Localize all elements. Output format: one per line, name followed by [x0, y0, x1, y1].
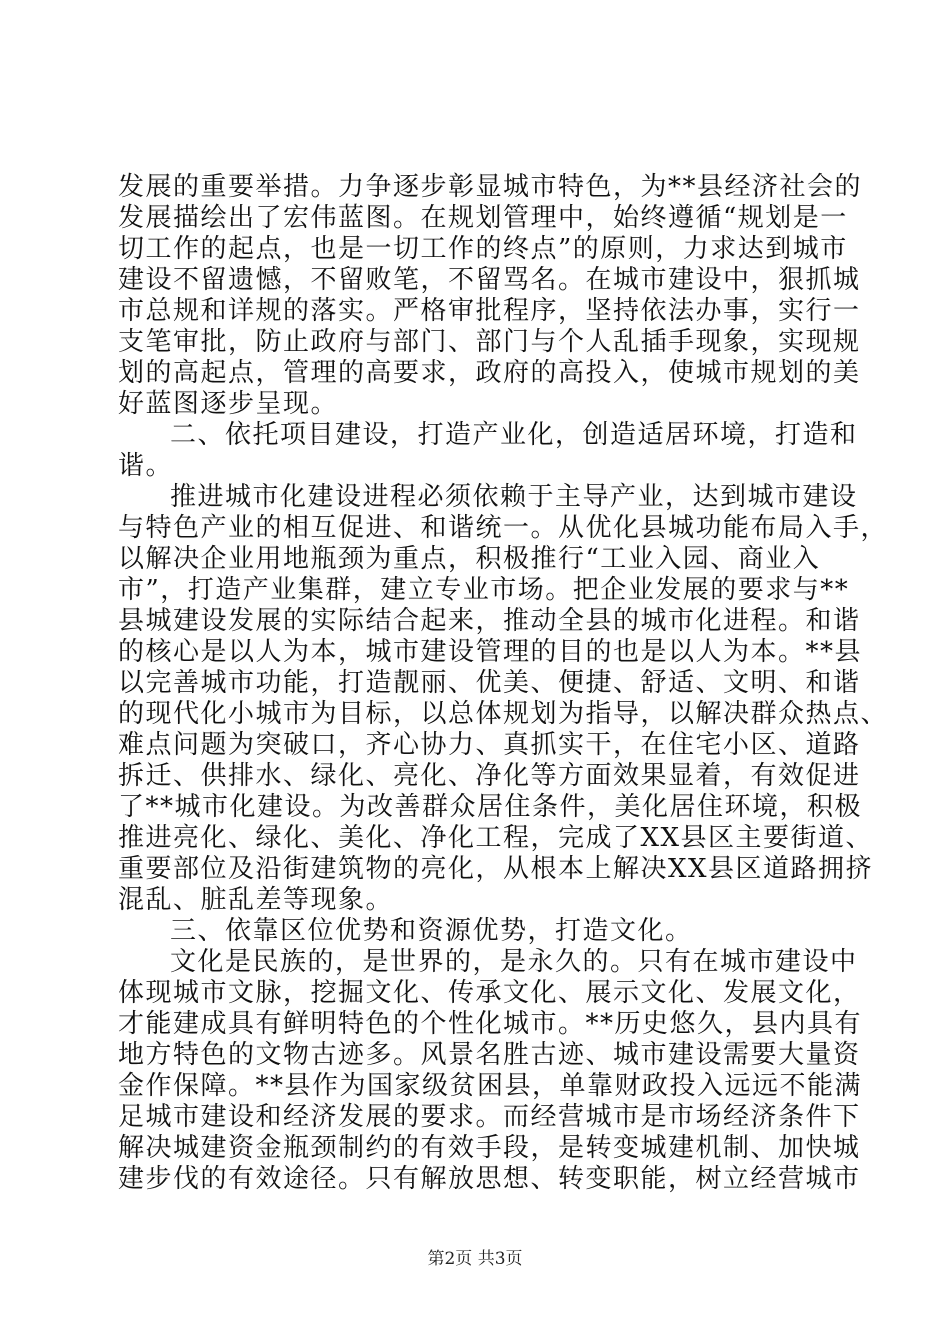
text-line: 才能建成具有鲜明特色的个性化城市。**历史悠久，县内具有 [118, 1009, 863, 1039]
text-line: 推进亮化、绿化、美化、净化工程，完成了XX县区主要街道、 [118, 823, 874, 853]
text-line: 混乱、脏乱差等现象。 [118, 885, 394, 915]
text-line: 足城市建设和经济发展的要求。而经营城市是市场经济条件下 [118, 1102, 861, 1132]
text-line: 好蓝图逐步呈现。 [118, 389, 339, 419]
paragraph-start: 文化是民族的，是世界的，是永久的。只有在城市建设中 [170, 947, 858, 977]
text-line: 地方特色的文物古迹多。风景名胜古迹、城市建设需要大量资 [118, 1040, 861, 1070]
text-line: 难点问题为突破口，齐心协力、真抓实干，在住宅小区、道路 [118, 730, 861, 760]
text-line: 建步伐的有效途径。只有解放思想、转变职能，树立经营城市 [118, 1164, 861, 1194]
text-line: 谐。 [118, 451, 174, 481]
text-line: 支笔审批，防止政府与部门、部门与个人乱插手现象，实现规 [118, 327, 861, 357]
text-line: 建设不留遗憾，不留败笔，不留骂名。在城市建设中，狠抓城 [118, 265, 861, 295]
page-number-label: 第2页 共3页 [427, 1249, 523, 1269]
text-line: 切工作的起点，也是一切工作的终点”的原则，力求达到城市 [118, 234, 848, 264]
text-line: 金作保障。**县作为国家级贫困县，单靠财政投入远远不能满 [118, 1071, 863, 1101]
text-line: 解决城建资金瓶颈制约的有效手段，是转变城建机制、加快城 [118, 1133, 861, 1163]
text-line: 重要部位及沿街建筑物的亮化，从根本上解决XX县区道路拥挤 [118, 854, 874, 884]
text-line: 以完善城市功能，打造靓丽、优美、便捷、舒适、文明、和谐 [118, 668, 861, 698]
paragraph-start: 推进城市化建设进程必须依赖于主导产业，达到城市建设 [170, 482, 858, 512]
text-line: 拆迁、供排水、绿化、亮化、净化等方面效果显着，有效促进 [118, 761, 861, 791]
text-line: 发展的重要举措。力争逐步彰显城市特色，为**县经济社会的 [118, 172, 863, 202]
text-line: 与特色产业的相互促进、和谐统一。从优化县城功能布局入手， [118, 513, 889, 543]
text-line: 以解决企业用地瓶颈为重点，积极推行“工业入园、商业入 [118, 544, 821, 574]
page-footer [0, 1244, 950, 1269]
section-heading: 二、依托项目建设，打造产业化，创造适居环境，打造和 [170, 420, 858, 450]
text-line: 市总规和详规的落实。严格审批程序，坚持依法办事，实行一 [118, 296, 861, 326]
text-line: 市”，打造产业集群，建立专业市场。把企业发展的要求与** [118, 575, 850, 605]
text-line: 体现城市文脉，挖掘文化、传承文化、展示文化、发展文化， [118, 978, 861, 1008]
text-line: 划的高起点，管理的高要求，政府的高投入，使城市规划的美 [118, 358, 861, 388]
section-heading: 三、依靠区位优势和资源优势，打造文化。 [170, 916, 693, 946]
text-line: 发展描绘出了宏伟蓝图。在规划管理中，始终遵循“规划是一 [118, 203, 848, 233]
text-line: 的核心是以人为本，城市建设管理的目的也是以人为本。**县 [118, 637, 863, 667]
text-line: 了**城市化建设。为改善群众居住条件，美化居住环境，积极 [118, 792, 863, 822]
document-body [118, 172, 889, 1195]
text-line: 的现代化小城市为目标，以总体规划为指导，以解决群众热点、 [118, 699, 889, 729]
text-line: 县城建设发展的实际结合起来，推动全县的城市化进程。和谐 [118, 606, 861, 636]
